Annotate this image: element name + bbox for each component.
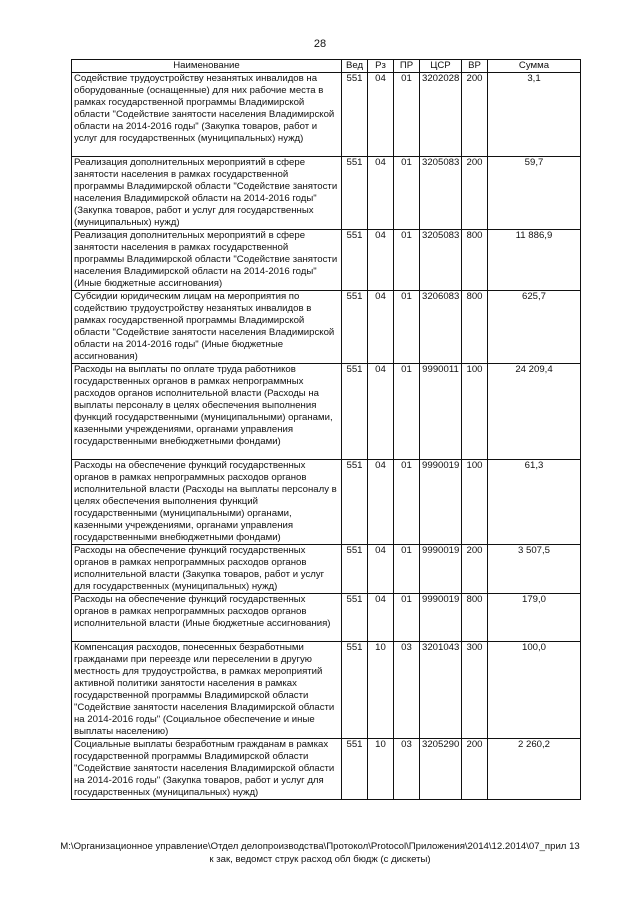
row-name: Содействие трудоустройству незанятых инвалидов на оборудованные (оснащенные) для них рабочие места в рамках государственной программы Владимирской области "Содействие занятости населения Владимирской области на 2014-2016 годы" (Закупка товаров, работ и услуг для государственных (муниципальных) нужд) bbox=[72, 73, 342, 157]
row-ved: 551 bbox=[342, 460, 368, 545]
row-ved: 551 bbox=[342, 364, 368, 460]
row-name: Компенсация расходов, понесенных безработными гражданами при переезде или переселении в другую местность для трудоустройства, в рамках мероприятий активной политики занятости населения в рамках государственной программы Владимирской области "Содействие занятости населения Владимирской области на 2014-2016 годы" (Социальное обеспечение и иные выплаты населению) bbox=[72, 642, 342, 739]
row-csr: 9990019 bbox=[420, 460, 462, 545]
row-sum: 625,7 bbox=[488, 291, 581, 364]
row-sum: 100,0 bbox=[488, 642, 581, 739]
header-ved: Вед bbox=[342, 60, 368, 73]
row-ved: 551 bbox=[342, 73, 368, 157]
row-pr: 01 bbox=[394, 291, 420, 364]
row-csr: 3205290 bbox=[420, 739, 462, 800]
header-sum: Сумма bbox=[488, 60, 581, 73]
row-name: Социальные выплаты безработным гражданам в рамках государственной программы Владимирской области "Содействие занятости населения Владимирской области на 2014-2016 годы" (Закупка товаров, работ и услуг для государственных (муниципальных) нужд) bbox=[72, 739, 342, 800]
row-rz: 04 bbox=[368, 545, 394, 594]
row-sum: 3 507,5 bbox=[488, 545, 581, 594]
row-pr: 01 bbox=[394, 230, 420, 291]
row-pr: 01 bbox=[394, 364, 420, 460]
table-row bbox=[72, 739, 581, 800]
row-name: Субсидии юридическим лицам на мероприятия по содействию трудоустройству незанятых инвалидов в рамках государственной программы Владимирской области "Содействие занятости населения Владимирской области на 2014-2016 годы" (Иные бюджетные ассигнования) bbox=[72, 291, 342, 364]
row-rz: 10 bbox=[368, 642, 394, 739]
table-row bbox=[72, 73, 581, 157]
footer-path-line: M:\Организационное управление\Отдел делопроизводства\Протокол\Protocol\Приложения\2014\12.2014\07_прил 13 bbox=[60, 841, 580, 852]
row-sum: 11 886,9 bbox=[488, 230, 581, 291]
table-row bbox=[72, 545, 581, 594]
row-vr: 100 bbox=[462, 364, 488, 460]
row-vr: 200 bbox=[462, 545, 488, 594]
row-ved: 551 bbox=[342, 545, 368, 594]
table-row bbox=[72, 594, 581, 642]
row-rz: 04 bbox=[368, 594, 394, 642]
row-vr: 800 bbox=[462, 594, 488, 642]
row-sum: 59,7 bbox=[488, 157, 581, 230]
row-vr: 200 bbox=[462, 739, 488, 800]
row-name: Расходы на выплаты по оплате труда работников государственных органов в рамках непрограммных расходов органов исполнительной власти (Расходы на выплаты персоналу в целях обеспечения выполнения функций государственными (муниципальными) органами, казенными учреждениями, органами управления государственными внебюджетными фондами) bbox=[72, 364, 342, 460]
header-name: Наименование bbox=[72, 60, 342, 73]
row-vr: 100 bbox=[462, 460, 488, 545]
row-name: Расходы на обеспечение функций государственных органов в рамках непрограммных расходов органов исполнительной власти (Иные бюджетные ассигнования) bbox=[72, 594, 342, 642]
row-sum: 24 209,4 bbox=[488, 364, 581, 460]
row-sum: 2 260,2 bbox=[488, 739, 581, 800]
table-row bbox=[72, 230, 581, 291]
row-pr: 01 bbox=[394, 545, 420, 594]
row-rz: 04 bbox=[368, 291, 394, 364]
row-rz: 10 bbox=[368, 739, 394, 800]
row-csr: 9990011 bbox=[420, 364, 462, 460]
row-pr: 03 bbox=[394, 739, 420, 800]
table-header-row bbox=[72, 60, 581, 73]
file-path-footer bbox=[40, 840, 600, 866]
row-rz: 04 bbox=[368, 73, 394, 157]
row-vr: 800 bbox=[462, 291, 488, 364]
row-csr: 9990019 bbox=[420, 545, 462, 594]
row-pr: 01 bbox=[394, 157, 420, 230]
row-pr: 01 bbox=[394, 73, 420, 157]
row-sum: 3,1 bbox=[488, 73, 581, 157]
row-ved: 551 bbox=[342, 291, 368, 364]
page-number: 28 bbox=[313, 38, 327, 50]
row-csr: 3201043 bbox=[420, 642, 462, 739]
row-vr: 200 bbox=[462, 73, 488, 157]
row-rz: 04 bbox=[368, 364, 394, 460]
row-ved: 551 bbox=[342, 157, 368, 230]
table-row bbox=[72, 460, 581, 545]
row-rz: 04 bbox=[368, 460, 394, 545]
row-vr: 200 bbox=[462, 157, 488, 230]
row-ved: 551 bbox=[342, 230, 368, 291]
header-rz: Рз bbox=[368, 60, 394, 73]
row-name: Реализация дополнительных мероприятий в сфере занятости населения в рамках государственной программы Владимирской области "Содействие занятости населения Владимирской области на 2014-2016 годы" (Иные бюджетные ассигнования) bbox=[72, 230, 342, 291]
row-pr: 03 bbox=[394, 642, 420, 739]
footer-file-line: к зак, ведомст струк расход обл бюдж (с дискеты) bbox=[209, 854, 431, 865]
row-csr: 3205083 bbox=[420, 157, 462, 230]
row-pr: 01 bbox=[394, 594, 420, 642]
row-ved: 551 bbox=[342, 594, 368, 642]
row-csr: 3206083 bbox=[420, 291, 462, 364]
row-name: Расходы на обеспечение функций государственных органов в рамках непрограммных расходов органов исполнительной власти (Расходы на выплаты персоналу в целях обеспечения выполнения функций государственными (муниципальными) органами, казенными учреждениями, органами управления государственными внебюджетными фондами) bbox=[72, 460, 342, 545]
row-ved: 551 bbox=[342, 642, 368, 739]
row-ved: 551 bbox=[342, 739, 368, 800]
table-row bbox=[72, 642, 581, 739]
row-sum: 61,3 bbox=[488, 460, 581, 545]
row-sum: 179,0 bbox=[488, 594, 581, 642]
table-row bbox=[72, 364, 581, 460]
row-csr: 3202028 bbox=[420, 73, 462, 157]
table-row bbox=[72, 291, 581, 364]
row-csr: 9990019 bbox=[420, 594, 462, 642]
row-name: Реализация дополнительных мероприятий в сфере занятости населения в рамках государственной программы Владимирской области "Содействие занятости населения Владимирской области на 2014-2016 годы" (Закупка товаров, работ и услуг для государственных (муниципальных) нужд) bbox=[72, 157, 342, 230]
header-pr: ПР bbox=[394, 60, 420, 73]
row-rz: 04 bbox=[368, 230, 394, 291]
row-vr: 300 bbox=[462, 642, 488, 739]
table-row bbox=[72, 157, 581, 230]
row-csr: 3205083 bbox=[420, 230, 462, 291]
header-vr: ВР bbox=[462, 60, 488, 73]
row-rz: 04 bbox=[368, 157, 394, 230]
row-vr: 800 bbox=[462, 230, 488, 291]
row-name: Расходы на обеспечение функций государственных органов в рамках непрограммных расходов органов исполнительной власти (Закупка товаров, работ и услуг для государственных (муниципальных) нужд) bbox=[72, 545, 342, 594]
header-csr: ЦСР bbox=[420, 60, 462, 73]
budget-table bbox=[71, 59, 581, 800]
row-pr: 01 bbox=[394, 460, 420, 545]
